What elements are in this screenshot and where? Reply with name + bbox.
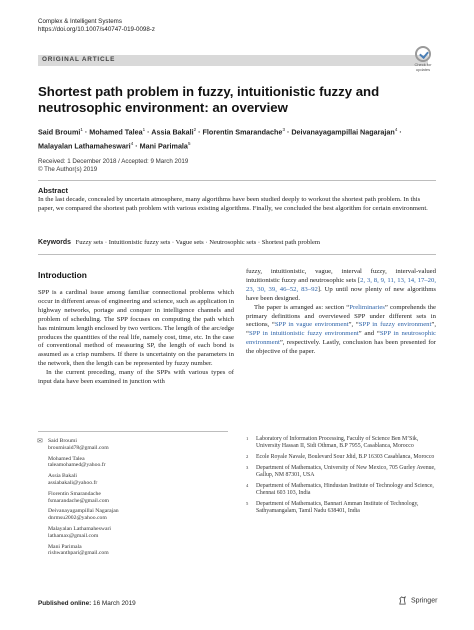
email-link[interactable]: assiabakali@yahoo.fr [48, 479, 98, 486]
published-online [38, 600, 136, 607]
contact-entry: Florentin Smarandache fsmarandache@gmail.com [48, 491, 228, 505]
doi-link[interactable]: https://doi.org/10.1007/s40747-019-0098-z [38, 26, 155, 33]
keyword: Neutrosophic sets [209, 239, 257, 246]
divider [38, 254, 436, 255]
introduction-left-column [38, 289, 234, 387]
publisher-name: Springer [410, 597, 438, 605]
paragraph: The paper is arranged as: section “Preliminaries” comprehends the primary definitions and overviewed SPP under different sets in sections, “SPP in vague environment”, “SPP in fuzzy environment”, “SPP in intuitionistic fuzzy environment” and “SPP in neutrosophic environment”, respectively. Lastly, conclusion has been presented for the objective of the paper. [246, 303, 437, 356]
section-link[interactable]: SPP in vague environment [274, 321, 349, 329]
affiliations [246, 436, 436, 519]
section-link[interactable]: SPP in intuitionistic fuzzy environment [248, 330, 359, 338]
abstract-heading: Abstract [38, 186, 68, 195]
introduction-heading: Introduction [38, 270, 87, 280]
author[interactable]: Said Broumi [38, 127, 81, 137]
journal-header [38, 18, 155, 34]
contact-entry: Malayalan Lathamaheswari lathamax@gmail.com [48, 526, 228, 540]
affiliation: 1 Laboratory of Information Processing, Faculty of Science Ben M’Sik, University Hassan II, Sidi Othman, B.P 7955, Casablanca, Morocco [246, 436, 419, 449]
author[interactable]: Assia Bakali [151, 127, 194, 137]
abstract-text: In the last decade, concealed by uncertain atmosphere, many algorithms have been studied deeply to workout the shortest path problem. In this paper, we compared the shortest path problem with various existing algorithms. Finally, we concluded the best algorithm for certain environment. [38, 196, 428, 212]
affiliation: 3 Department of Mathematics, University of New Mexico, 705 Gurley Avenue, Gallup, NM 87301, USA [246, 465, 436, 478]
article-type-label: ORIGINAL ARTICLE [42, 56, 116, 63]
keywords: Keywords Fuzzy sets · Intuitionistic fuzzy sets · Vague sets · Neutrosophic sets · Shortest path problem [38, 239, 321, 246]
published-date: 16 March 2019 [93, 600, 136, 607]
copyright: © The Author(s) 2019 [38, 166, 98, 173]
envelope-icon: ✉ [37, 437, 43, 445]
section-link[interactable]: SPP in neutrosophic environment [246, 330, 437, 347]
introduction-right-column [246, 268, 436, 357]
email-link[interactable]: taleamohamed@yahoo.fr [48, 462, 106, 469]
author-line-2: Malayalan Lathamaheswari$^4$ · Mani Parimala$^5$ [38, 141, 191, 151]
keyword: Shortest path problem [261, 239, 321, 246]
publisher-logo [398, 596, 437, 605]
section-link[interactable]: Preliminaries [349, 303, 385, 311]
keywords-label: Keywords [38, 239, 71, 246]
keyword: Vague sets [175, 239, 204, 246]
author-list [38, 124, 438, 153]
email-link[interactable]: dnrmsu2002@yahoo.com [48, 515, 107, 522]
email-link[interactable]: fsmarandache@gmail.com [48, 497, 109, 504]
corresponding-contacts [38, 438, 228, 561]
section-link[interactable]: SPP in fuzzy environment [358, 321, 432, 329]
paper-title: Shortest path problem in fuzzy, intuitionistic fuzzy and neutrosophic environment: an overview [38, 84, 380, 115]
email-link[interactable]: lathamax@gmail.com [48, 532, 99, 539]
contact-entry: Deivanayagampillai Nagarajan dnrmsu2002@yahoo.com [48, 508, 228, 522]
affiliation: 4 Department of Mathematics, Hindustan Institute of Technology and Science, Chennai 603 103, India [246, 483, 434, 496]
journal-name: Complex & Intelligent Systems [38, 18, 122, 25]
springer-horse-icon [398, 596, 407, 605]
citation-links[interactable]: 2, 3, 8, 9, 11, 13, 14, 17–20, 23, 30, 39, 46–52, 83–92 [246, 276, 436, 293]
published-label: Published online: [38, 600, 92, 607]
author[interactable]: Malayalan Lathamaheswari [38, 141, 131, 151]
contact-entry: Assia Bakali assiabakali@yahoo.fr [48, 473, 228, 487]
badge-line-1: Check for [414, 62, 432, 67]
paragraph: fuzzy, intuitionistic, vague, interval fuzzy, interval-valued intuitionistic fuzzy and neutrosophic sets [2, 3, 8, 9, 11, 13, 14, 17–20, 23, 30, 39, 46–52, 83–92]. Up until now plenty of new algorithms have been designed. [246, 268, 436, 302]
author[interactable]: Florentin Smarandache [202, 127, 283, 137]
paragraph: In the current preceding, many of the SPPs with various types of input data have been examined in junction with [38, 369, 234, 386]
affiliation: 5 Department of Mathematics, Bannari Amman Institute of Technology, Sathyamangalam, Tamil Nadu 638401, India [246, 501, 419, 514]
author[interactable]: Mani Parimala [139, 141, 188, 151]
badge-line-2: updates [415, 66, 431, 72]
footnote-divider [38, 431, 228, 432]
email-link[interactable]: rishwanthpari@gmail.com [48, 550, 109, 557]
author-line-1: Said Broumi$^1$ · Mohamed Talea$^1$ · Assia Bakali$^2$ · Florentin Smarandache$^3$ · Deivanayagampillai Nagarajan$^4$ · [38, 127, 402, 137]
contact-entry: Mani Parimala rishwanthpari@gmail.com [48, 544, 228, 558]
contact-entry: Said Broumi broumisaid78@gmail.com [48, 438, 228, 452]
received-accepted: Received: 1 December 2018 / Accepted: 9 March 2019 [38, 158, 189, 165]
article-dates [38, 158, 188, 174]
keyword: Fuzzy sets [75, 239, 104, 246]
author[interactable]: Deivanayagampillai Nagarajan [291, 127, 395, 137]
affiliation: 2 Ecole Royale Navale, Boulevard Sour Jdid, B.P 16303 Casablanca, Morocco [246, 454, 435, 460]
divider [38, 180, 436, 181]
keyword: Intuitionistic fuzzy sets [108, 239, 171, 246]
check-updates-icon [415, 46, 431, 62]
contact-entry: Mohamed Talea taleamohamed@yahoo.fr [48, 456, 228, 470]
check-for-updates-badge[interactable] [412, 46, 434, 76]
author[interactable]: Mohamed Talea [89, 127, 143, 137]
email-link[interactable]: broumisaid78@gmail.com [48, 444, 109, 451]
paragraph: SPP is a cardinal issue among familiar connectional problems which occur in different areas of engineering and science, such as application in highway networks, portage and conquer in intelligence channels and problem of scheduling. The SPP focuses on computing the path which has minimum length enclosed by two vertices. The length of the arc/edge produces the quantities of the real life, namely cost, time, etc. In the case of conventional method of measuring SP, the length of each bond is assumed as a crisp numbers. If there is uncertainty on the parameters in the network, then the length can be represented by fuzzy number. [38, 289, 234, 368]
article-type-banner [38, 55, 428, 66]
